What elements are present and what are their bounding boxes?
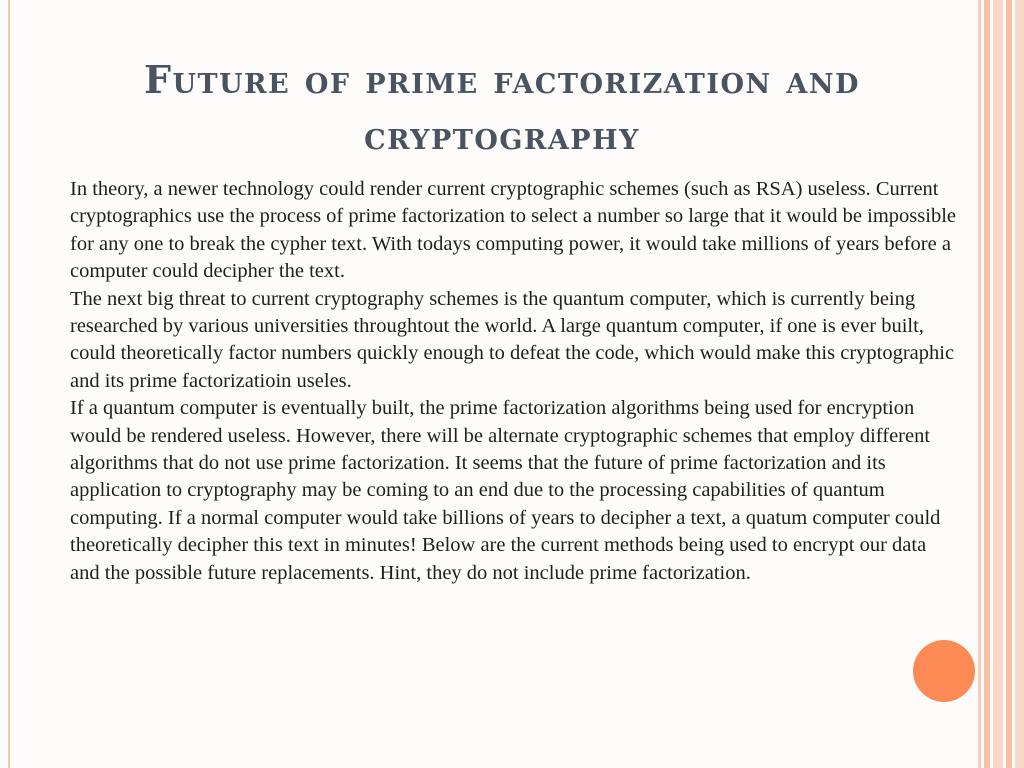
right-decorative-stripe [1015, 0, 1024, 768]
slide-title: Future of prime factorization and cryptography [144, 57, 860, 158]
right-decorative-stripe [978, 0, 981, 768]
right-decorative-stripe [993, 0, 1003, 768]
right-decorative-stripe [1006, 0, 1012, 768]
paragraph-rsa: In theory, a newer technology could render current cryptographic schemes (such as RSA) useless. Current cryptographics use the process of prime factorization to select a number so large that it would be impossible for any one to break the cypher text. With todays computing power, it would take millions of years before a computer could decipher the text. [70, 178, 956, 283]
left-border-line [8, 0, 10, 768]
paragraph-quantum-threat: The next big threat to current cryptography schemes is the quantum computer, which is currently being researched by various universities throughtout the world. A large quantum computer, if one is ever built, could theoretically factor numbers quickly enough to defeat the code, which would make this cryptographic and its prime factorizatioin useles. [70, 287, 955, 392]
slide-body [70, 176, 960, 587]
right-decorative-stripe [984, 0, 990, 768]
paragraph-future: If a quantum computer is eventually built, the prime factorization algorithms being used for encryption would be rendered useless. However, there will be alternate cryptographic schemes that employ different algorithms that do not use prime factorization. It seems that the future of prime factorization and its application to cryptography may be coming to an end due to the processing capabilities of quantum computing. If a normal computer would take billions of years to decipher a text, a quatum computer could theoretically decipher this text in minutes! Below are the current methods being used to encrypt our data and the possible future replacements. Hint, they do not include prime factorization. [70, 397, 941, 584]
decorative-circle [913, 640, 975, 702]
